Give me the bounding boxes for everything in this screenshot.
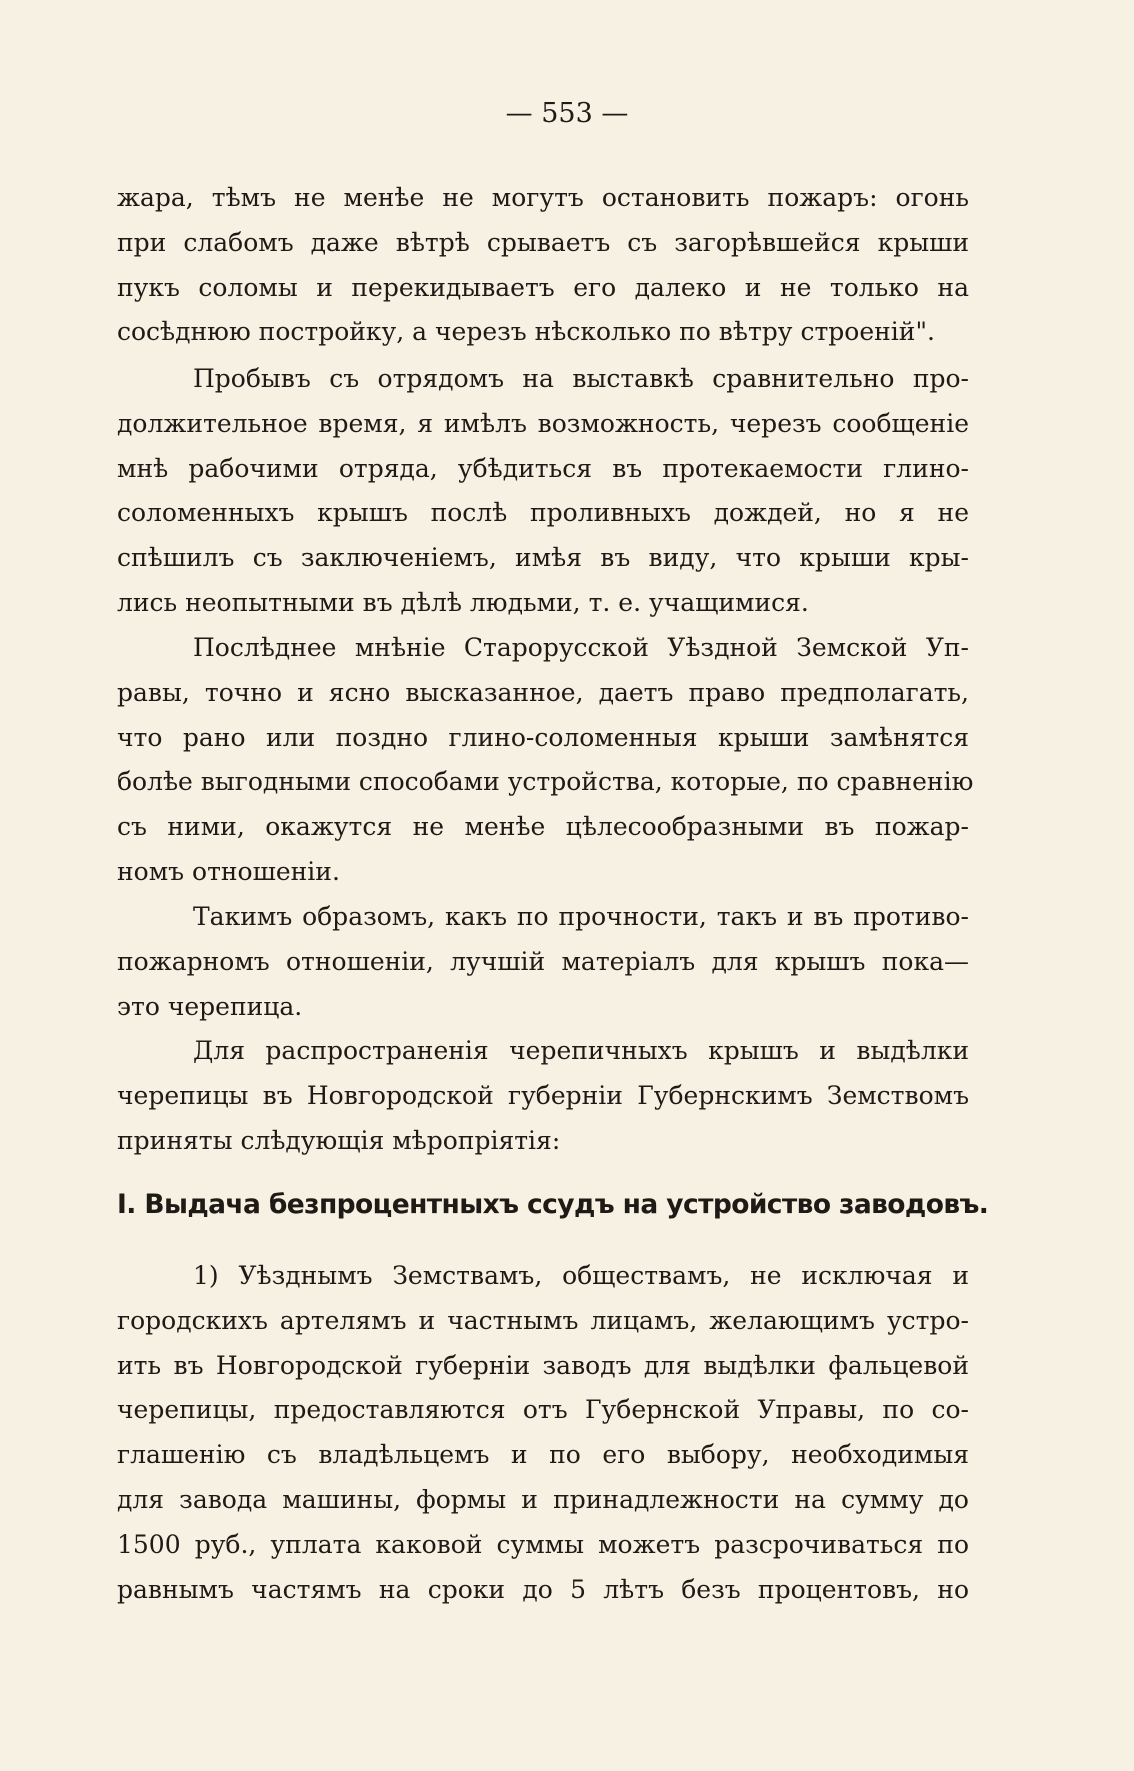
text-line: должительное время, я имѣлъ возможность, черезъ сообщеніе [117,408,969,438]
text-line: это черепица. [117,991,303,1021]
text-line: равнымъ частямъ на сроки до 5 лѣтъ безъ процентовъ, но [117,1574,969,1604]
paragraph-continuation [117,176,969,355]
text-line: черепицы, предоставляются отъ Губернской Управы, по со- [117,1395,969,1425]
text-line: при слабомъ даже вѣтрѣ срываетъ съ загорѣвшейся крыши [117,227,969,257]
text-line: 1) Уѣзднымъ Земствамъ, обществамъ, не исключая и [193,1261,969,1290]
paragraph-loans-item-1 [117,1254,969,1612]
text-line: Пробывъ съ отрядомъ на выставкѣ сравнительно про- [193,364,969,393]
text-line: что рано или поздно глино-соломенныя крыши замѣнятся [117,722,969,752]
text-line: глашенію съ владѣльцемъ и по его выбору, необходимыя [117,1440,969,1470]
paragraph-measures-intro [117,1029,969,1163]
text-line: мнѣ рабочими отряда, убѣдиться въ протекаемости глино- [117,453,969,483]
paragraph-exhibition-experience [117,357,969,626]
text-line: Такимъ образомъ, какъ по прочности, такъ и въ противо- [193,902,969,931]
text-line: черепицы въ Новгородской губерніи Губернскимъ Земствомъ [117,1080,969,1110]
text-line: болѣе выгодными способами устройства, которые, по сравненію [117,767,974,797]
text-line: жара, тѣмъ не менѣе не могутъ остановить пожаръ: огонь [117,183,969,212]
text-line: равы, точно и ясно высказанное, даетъ право предполагать, [117,677,969,707]
text-line: 1500 руб., уплата каковой суммы можетъ разсрочиваться по [117,1529,969,1559]
text-line: городскихъ артелямъ и частнымъ лицамъ, желающимъ устро- [117,1305,969,1335]
text-line: соломенныхъ крышъ послѣ проливныхъ дождей, но я не [117,498,969,528]
paragraph-staraya-russa-opinion [117,626,974,895]
text-line: сосѣднюю постройку, а черезъ нѣсколько по вѣтру строеній". [117,317,935,347]
text-line: Послѣднее мнѣніе Старорусской Уѣздной Земской Уп- [193,633,969,662]
text-line: Для распространенія черепичныхъ крышъ и выдѣлки [193,1036,969,1065]
paragraph-conclusion [117,895,969,1029]
text-line: лись неопытными въ дѣлѣ людьми, т. е. учащимися. [117,587,809,617]
section-heading: I. Выдача безпроцентныхъ ссудъ на устройство заводовъ. [117,1189,989,1220]
text-line: приняты слѣдующія мѣропріятія: [117,1125,561,1155]
text-line: ить въ Новгородской губерніи заводъ для выдѣлки фальцевой [117,1350,969,1380]
text-line: пукъ соломы и перекидываетъ его далеко и не только на [117,272,969,302]
page-number: — 553 — [505,98,629,129]
text-line: съ ними, окажутся не менѣе цѣлесообразными въ пожар- [117,812,969,842]
text-line: спѣшилъ съ заключеніемъ, имѣя въ виду, что крыши кры- [117,543,969,573]
text-line: номъ отношеніи. [117,856,340,886]
text-line: для завода машины, формы и принадлежности на сумму до [117,1484,969,1514]
text-line: пожарномъ отношеніи, лучшій матеріалъ для крышъ пока— [117,946,969,976]
